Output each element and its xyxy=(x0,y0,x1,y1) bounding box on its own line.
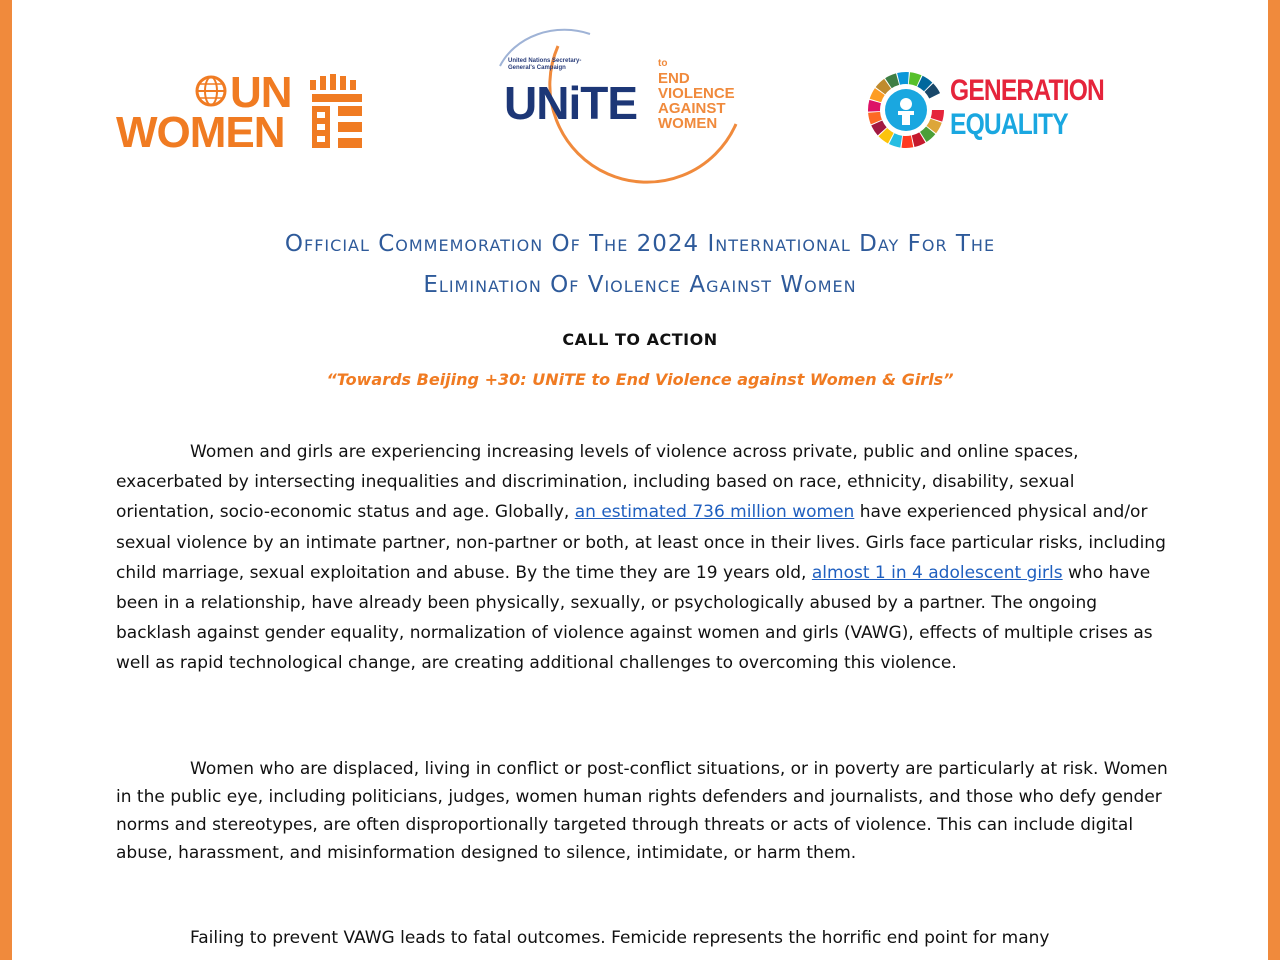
paragraph-1-text-c: who have been in a relationship, have already been physically, sexually, or psychologically abused by a partner. The ongoing backlash against gender equality, normalization of violence against women and girls (VAWG), effects of multiple crises as well as rapid technological change, are creating additional challenges to overcoming this violence. xyxy=(116,562,1153,674)
paragraph-3: Failing to prevent VAWG leads to fatal outcomes. Femicide represents the horrific end point for many xyxy=(190,928,1050,948)
page-title-line2: Elimination Of Violence Against Women xyxy=(423,272,857,298)
estimated-736-million-link[interactable]: an estimated 736 million women xyxy=(574,502,855,523)
logo-header xyxy=(0,28,1280,188)
unite-campaign-line: WOMEN xyxy=(658,115,718,132)
unite-campaign-text xyxy=(658,56,778,131)
paragraph-1-text-b: have experienced physical and/or sexual violence by an intimate partner, non-partner or both, at least once in their lives. Girls face particular risks, including child marriage, sexual exploitation and abuse. By the time they are 19 years old, xyxy=(116,502,1166,583)
page-title xyxy=(120,224,1160,306)
paragraph-1 xyxy=(116,437,1174,679)
un-women-logo xyxy=(116,68,376,157)
theme-subtitle: “Towards Beijing +30: UNiTE to End Violence against Women & Girls” xyxy=(326,370,954,389)
page-title-line1: Official Commemoration Of The 2024 International Day For The xyxy=(284,231,996,257)
paragraph-1-text-a: Women and girls are experiencing increasing levels of violence across private, public and online spaces, exacerbated by intersecting inequalities and discrimination, including based on race, ethnicity, disability, sexual orientation, socio-economic status and age. Globally, xyxy=(116,442,1079,523)
unite-campaign-line: AGAINST xyxy=(658,100,726,117)
generation-equality-line1: GENERATION xyxy=(950,74,1104,107)
un-emblem-icon xyxy=(194,74,228,108)
unite-campaign-to: to xyxy=(658,58,668,69)
adolescent-girls-link[interactable]: almost 1 in 4 adolescent girls xyxy=(811,562,1063,583)
call-to-action-heading: CALL TO ACTION xyxy=(562,330,718,349)
unite-wordmark: UNiTE xyxy=(504,77,637,129)
generation-equality-wheel-icon xyxy=(866,70,946,150)
un-women-line1: UN xyxy=(230,68,292,117)
generation-equality-line2: EQUALITY xyxy=(950,108,1068,141)
un-women-line2: WOMEN xyxy=(116,108,285,157)
unite-campaign-logo xyxy=(478,28,778,188)
unite-small-text: United Nations Secretary-General's Campaign xyxy=(508,58,582,71)
un-women-emblem-icon xyxy=(308,72,366,152)
paragraph-2: Women who are displaced, living in conflict or post-conflict situations, or in poverty are particularly at risk. Women in the public eye, including politicians, judges, women human rights defenders and journalists, and those who defy gender norms and stereotypes, are often disproportionally targeted through threats or acts of violence. This can include digital abuse, harassment, and misinformation designed to silence, intimidate, or harm them. xyxy=(116,759,1168,863)
generation-equality-logo xyxy=(866,70,1106,160)
unite-campaign-line: END xyxy=(658,70,690,87)
unite-campaign-line: VIOLENCE xyxy=(658,85,735,102)
